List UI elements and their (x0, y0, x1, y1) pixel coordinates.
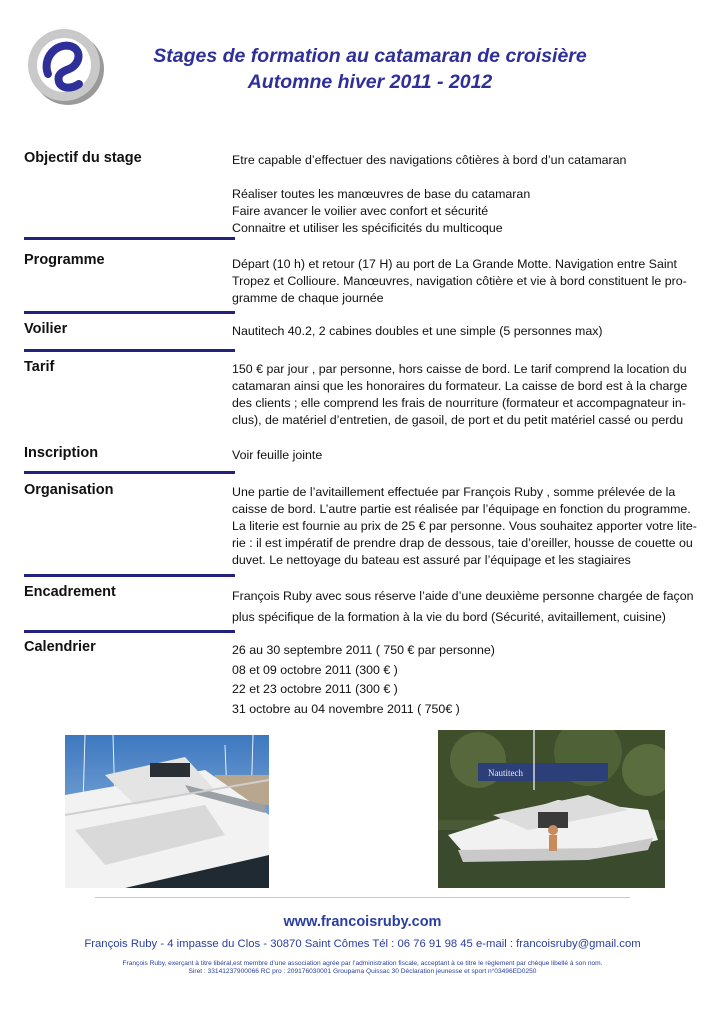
text-line: La literie est fournie au prix de 25 € par personne. Vous souhaitez apporter votre lite- (232, 519, 697, 533)
section-content (232, 323, 692, 340)
section-content (232, 447, 692, 464)
section-content (232, 256, 692, 307)
calendar-date: 31 octobre au 04 novembre 2011 ( 750€ ) (232, 701, 460, 716)
text-line: 150 € par jour , par personne, hors caisse de bord. Le tarif comprend la location du (232, 362, 687, 376)
text-line: Etre capable d’effectuer des navigations côtières à bord d’un catamaran (232, 153, 627, 167)
text-line: clus), de matériel d’entretien, de gasoil, de port et du petit matériel cassé ou perdu (232, 413, 684, 427)
section-content (232, 361, 692, 429)
text-line: Départ (10 h) et retour (17 H) au port de La Grande Motte. Navigation entre Saint (232, 257, 677, 271)
section-label: Organisation (24, 482, 114, 498)
hull-text: Nautitech (488, 768, 523, 778)
text-line: Faire avancer le voilier avec confort et sécurité (232, 204, 489, 218)
calendar-date: 26 au 30 septembre 2011 ( 750 € par personne) (232, 643, 495, 657)
section-label: Tarif (24, 359, 55, 375)
text-line: gramme de chaque journée (232, 291, 384, 305)
section-content (232, 152, 692, 237)
calendar-date: 22 et 23 octobre 2011 (300 € ) (232, 682, 398, 696)
section-divider (24, 237, 235, 240)
photo-catamaran-marina (65, 735, 269, 888)
photo-catamaran-sailing (438, 730, 665, 888)
section-divider (24, 574, 235, 577)
text-line: rie : il est impératif de prendre drap de dessous, taie d’oreiller, housse de couette ou (232, 536, 693, 550)
page-subtitle: Automne hiver 2011 - 2012 (247, 71, 493, 93)
text-line: caisse de bord. L’autre partie est réalisée par l’équipage en fonction du programme. (232, 502, 691, 516)
section-label: Voilier (24, 321, 68, 337)
footer-divider (95, 897, 630, 898)
section-label: Programme (24, 252, 105, 268)
website-link[interactable]: www.francoisruby.com (283, 914, 442, 930)
text-line: Voir feuille jointe (232, 448, 323, 462)
text-line: des clients ; elle comprend les frais de nourriture (formateur et accompagnateur in- (232, 396, 686, 410)
page-title: Stages de formation au catamaran de croisière (153, 45, 587, 67)
text-line: Tropez et Collioure. Manœuvres, navigation côtière et vie à bord constituent le pro- (232, 274, 687, 288)
text-line: Nautitech 40.2, 2 cabines doubles et une simple (5 personnes max) (232, 324, 603, 338)
section-divider (24, 630, 235, 633)
text-line: Connaitre et utiliser les spécificités du multicoque (232, 221, 503, 235)
section-label: Encadrement (24, 584, 116, 600)
section-label: Calendrier (24, 639, 96, 655)
section-content (232, 586, 692, 628)
registration-info: Siret : 33141237900066 RC pro : 209176030001 Groupama Quissac 30 Déclaration jeunesse et sport n°03496ED0250 (188, 968, 537, 975)
text-line: catamaran ainsi que les honoraires du formateur. La caisse de bord est à la charge (232, 379, 688, 393)
section-divider (24, 311, 235, 314)
legal-note: François Ruby, exerçant à titre libéral,est membre d’une association agrée par l’administration fiscale, acceptant à ce titre le règlement par chèque libellé à son nom. (122, 960, 603, 967)
section-divider (24, 349, 235, 352)
section-content (232, 484, 697, 569)
section-label: Objectif du stage (24, 150, 142, 166)
text-line: plus spécifique de la formation à la vie du bord (Sécurité, avitaillement, cuisine) (232, 610, 666, 624)
contact-address: François Ruby - 4 impasse du Clos - 30870 Saint Cômes Tél : 06 76 91 98 45 e-mail : francoisruby@gmail.com (84, 938, 641, 950)
section-label: Inscription (24, 445, 99, 461)
text-line: duvet. Le nettoyage du bateau est assuré par l’équipage et les stagiaires (232, 553, 631, 567)
text-line: François Ruby avec sous réserve l’aide d’une deuxième personne chargée de façon (232, 589, 694, 603)
section-divider (24, 471, 235, 474)
logo (24, 24, 106, 108)
text-line: Réaliser toutes les manœuvres de base du catamaran (232, 187, 531, 201)
section-content (232, 641, 692, 719)
calendar-date: 08 et 09 octobre 2011 (300 € ) (232, 662, 398, 677)
text-line: Une partie de l’avitaillement effectuée par François Ruby , somme prélevée de la (232, 485, 676, 499)
